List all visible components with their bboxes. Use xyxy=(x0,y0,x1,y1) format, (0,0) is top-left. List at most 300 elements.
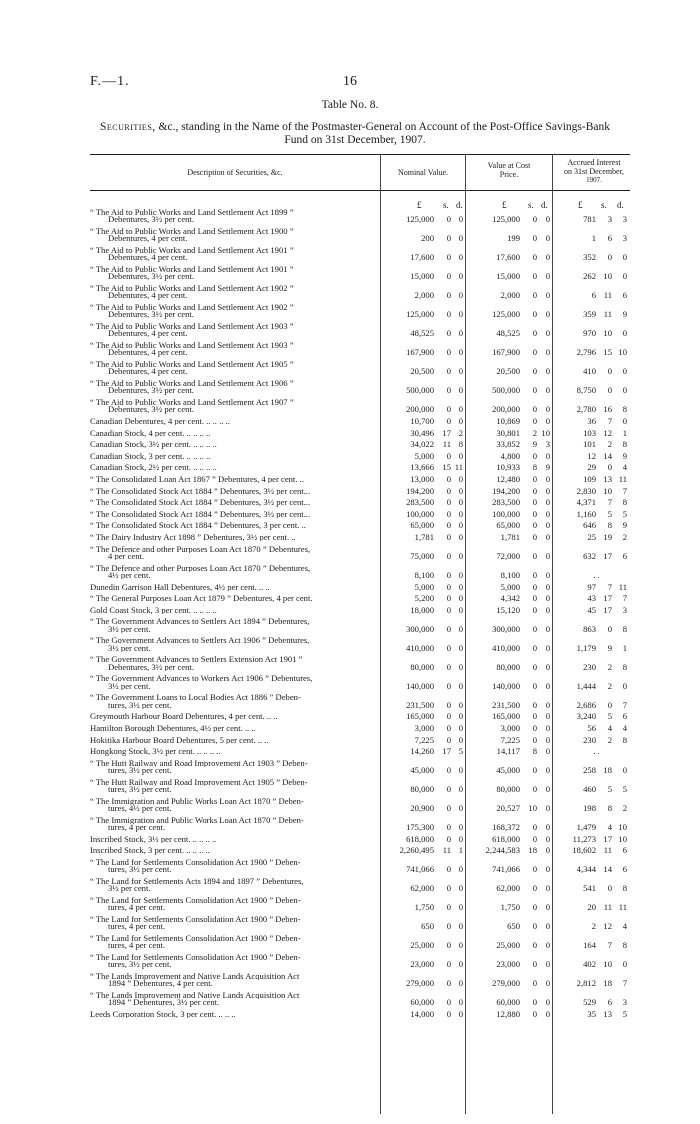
accrued-header-line: 1907. xyxy=(586,176,602,184)
security-description xyxy=(90,361,380,376)
description-continuation: Debentures, 3½ per cent. xyxy=(108,406,194,414)
accrued-pence: 9 xyxy=(622,309,627,320)
security-description xyxy=(90,441,380,448)
cost-pence: 0 xyxy=(545,271,550,282)
unit-pence: d. xyxy=(456,200,463,210)
cost-pounds: 500,000 xyxy=(492,385,520,396)
nominal-pence: 0 xyxy=(458,347,463,358)
accrued-shillings: 11 xyxy=(603,902,612,913)
nominal-pounds: 34,022 xyxy=(410,439,434,450)
description-line: Hokitika Harbour Board Debentures, 5 per cent. .. .. xyxy=(90,736,269,744)
accrued-pence: 1 xyxy=(622,642,627,653)
security-description xyxy=(90,380,380,395)
description-line: “ The Aid to Public Works and Land Settlement Act 1905 ” xyxy=(90,361,294,369)
security-description xyxy=(90,916,380,931)
description-continuation: tures, 3½ per cent. xyxy=(108,961,172,969)
nominal-pounds: 500,000 xyxy=(406,385,434,396)
description-line: “ The Consolidated Stock Act 1884 ” Debentures, 3½ per cent... xyxy=(90,499,311,507)
nominal-pounds: 5,000 xyxy=(414,581,434,592)
accrued-pounds: 1,160 xyxy=(576,508,596,519)
nominal-shillings: 0 xyxy=(446,997,451,1008)
unit-shilling: s. xyxy=(528,200,534,210)
accrued-shillings: 9 xyxy=(607,642,612,653)
description-continuation: tures, 3½ per cent. xyxy=(108,786,172,794)
security-description xyxy=(90,342,380,357)
nominal-shillings: 0 xyxy=(446,902,451,913)
description-line: “ The Defence and other Purposes Loan Act 1870 ” Debentures, xyxy=(90,564,311,572)
accrued-shillings: 13 xyxy=(603,1008,612,1019)
security-description xyxy=(90,430,380,437)
cost-pounds: 62,000 xyxy=(496,883,520,894)
cost-pounds: 65,000 xyxy=(496,520,520,531)
accrued-shillings: 8 xyxy=(607,520,612,531)
cost-pence: 0 xyxy=(545,746,550,757)
nominal-shillings: 0 xyxy=(446,531,451,542)
security-description xyxy=(90,798,380,813)
description-continuation: tures, 4 per cent. xyxy=(108,824,166,832)
description-line: “ The Aid to Public Works and Land Settlement Act 1900 ” xyxy=(90,228,294,236)
description-continuation: Debentures, 4 per cent. xyxy=(108,368,188,376)
description-continuation: tures, 4 per cent. xyxy=(108,904,166,912)
accrued-pounds: 359 xyxy=(583,309,596,320)
accrued-pence: 3 xyxy=(622,604,627,615)
security-description xyxy=(90,760,380,775)
nominal-pounds: 30,496 xyxy=(410,427,434,438)
nominal-pounds: 15,000 xyxy=(410,271,434,282)
security-description xyxy=(90,228,380,243)
accrued-pence: 10 xyxy=(618,822,627,833)
security-description xyxy=(90,1011,380,1018)
accrued-shillings: 14 xyxy=(603,450,612,461)
cost-pounds: 283,500 xyxy=(492,497,520,508)
nominal-pence: 0 xyxy=(458,309,463,320)
cost-shillings: 0 xyxy=(532,642,537,653)
nominal-pounds: 65,000 xyxy=(410,520,434,531)
description-continuation: 3½ per cent. xyxy=(108,682,151,691)
cost-shillings: 0 xyxy=(532,784,537,795)
accrued-pounds: 410 xyxy=(583,366,596,377)
nominal-shillings: 0 xyxy=(446,581,451,592)
cost-shillings: 0 xyxy=(532,309,537,320)
description-line: “ The Consolidated Stock Act 1884 ” Debentures, 3½ per cent... xyxy=(90,487,311,495)
nominal-pence: 0 xyxy=(458,252,463,263)
cost-pence: 0 xyxy=(545,366,550,377)
accrued-value-nil: . . xyxy=(593,746,600,757)
accrued-pounds: 1,444 xyxy=(576,680,596,691)
cost-pence: 0 xyxy=(545,711,550,722)
accrued-shillings: 0 xyxy=(607,252,612,263)
accrued-pence: 0 xyxy=(622,765,627,776)
nominal-shillings: 0 xyxy=(446,784,451,795)
nominal-shillings: 0 xyxy=(446,864,451,875)
document-reference: F.—1. xyxy=(90,74,130,89)
table-row xyxy=(0,847,700,859)
cost-pounds: 33,852 xyxy=(496,439,520,450)
cost-pounds: 165,000 xyxy=(492,711,520,722)
nominal-shillings: 0 xyxy=(446,803,451,814)
cost-shillings: 0 xyxy=(532,416,537,426)
description-line: “ The Aid to Public Works and Land Settlement Act 1907 ” xyxy=(90,399,294,407)
accrued-shillings: 5 xyxy=(607,508,612,519)
accrued-pence: 8 xyxy=(622,497,627,508)
cost-pence: 0 xyxy=(545,485,550,496)
table-row xyxy=(0,380,700,399)
security-description xyxy=(90,878,380,893)
security-description xyxy=(90,737,380,744)
nominal-shillings: 0 xyxy=(446,233,451,244)
column-header-cost xyxy=(466,161,552,179)
accrued-shillings: 7 xyxy=(607,497,612,508)
description-line: Gold Coast Stock, 3 per cent. .. .. .. .. xyxy=(90,606,217,615)
description-line: “ The Aid to Public Works and Land Settlement Act 1901 ” xyxy=(90,247,294,255)
nominal-shillings: 0 xyxy=(446,309,451,320)
nominal-pounds: 18,000 xyxy=(410,604,434,615)
nominal-shillings: 0 xyxy=(446,497,451,508)
accrued-shillings: 10 xyxy=(603,485,612,496)
nominal-pence: 0 xyxy=(458,271,463,282)
nominal-pounds: 14,260 xyxy=(410,746,434,757)
cost-pence: 9 xyxy=(545,462,550,473)
accrued-pence: 0 xyxy=(622,385,627,396)
nominal-shillings: 0 xyxy=(446,366,451,377)
nominal-pounds: 80,000 xyxy=(410,661,434,672)
security-description xyxy=(90,209,380,224)
accrued-shillings: 11 xyxy=(603,290,612,301)
description-line: “ The Government Advances to Workers Act 1906 ” Debentures, xyxy=(90,675,313,683)
cost-pence: 0 xyxy=(545,784,550,795)
cost-pounds: 618,000 xyxy=(492,833,520,844)
description-line: “ The Land for Settlements Consolidation Act 1900 ” Deben- xyxy=(90,896,301,905)
cost-pence: 0 xyxy=(545,214,550,225)
nominal-pounds: 1,781 xyxy=(414,531,434,542)
accrued-pence: 0 xyxy=(622,252,627,263)
cost-pence: 0 xyxy=(545,940,550,951)
unit-shilling: s. xyxy=(443,200,449,210)
cost-pounds: 2,000 xyxy=(500,290,520,301)
description-line: Dunedin Garrison Hall Debentures, 4½ per cent. .. .. xyxy=(90,583,270,591)
description-line: “ The Hutt Railway and Road Improvement Act 1903 ” Deben- xyxy=(90,759,308,768)
nominal-pence: 0 xyxy=(458,997,463,1008)
nominal-pence: 0 xyxy=(458,699,463,710)
nominal-shillings: 0 xyxy=(446,921,451,932)
accrued-shillings: 2 xyxy=(607,439,612,450)
cost-shillings: 10 xyxy=(528,803,537,814)
nominal-pence: 0 xyxy=(458,473,463,484)
nominal-shillings: 0 xyxy=(446,604,451,615)
nominal-pence: 0 xyxy=(458,959,463,970)
nominal-shillings: 0 xyxy=(446,593,451,604)
description-line: Leeds Corporation Stock, 3 per cent. .. .. .. xyxy=(90,1010,236,1019)
nominal-pence: 0 xyxy=(458,593,463,604)
cost-shillings: 0 xyxy=(532,833,537,844)
accrued-pence: 11 xyxy=(618,581,627,592)
accrued-pence: 8 xyxy=(622,404,627,415)
description-continuation: Debentures, 3½ per cent. xyxy=(108,216,194,224)
table-row xyxy=(0,546,700,565)
description-line: “ The Lands Improvement and Native Lands Acquisition Act xyxy=(90,991,300,1000)
nominal-shillings: 0 xyxy=(446,642,451,653)
accrued-pence: 6 xyxy=(622,845,627,856)
security-description xyxy=(90,675,380,690)
description-continuation: Debentures, 4 per cent. xyxy=(108,254,188,262)
cost-shillings: 0 xyxy=(532,623,537,634)
nominal-shillings: 0 xyxy=(446,661,451,672)
nominal-shillings: 0 xyxy=(446,385,451,396)
security-description xyxy=(90,247,380,262)
accrued-shillings: 12 xyxy=(603,427,612,438)
nominal-pounds: 7,225 xyxy=(414,734,434,745)
nominal-pence: 0 xyxy=(458,404,463,415)
description-line: “ The Aid to Public Works and Land Settlement Act 1902 ” xyxy=(90,285,294,293)
nominal-pounds: 410,000 xyxy=(406,642,434,653)
description-continuation: 4½ per cent. xyxy=(108,571,151,580)
cost-pounds: 15,120 xyxy=(496,604,520,615)
accrued-shillings: 2 xyxy=(607,661,612,672)
cost-pounds: 100,000 xyxy=(492,508,520,519)
cost-shillings: 0 xyxy=(532,902,537,913)
nominal-pence: 5 xyxy=(458,746,463,757)
table-row xyxy=(0,817,700,836)
table-row xyxy=(0,675,700,694)
security-description xyxy=(90,779,380,794)
accrued-pence: 7 xyxy=(622,593,627,604)
description-line: Canadian Debentures, 4 per cent. .. .. .. .. xyxy=(90,418,230,426)
description-continuation: tures, 4 per cent. xyxy=(108,942,166,950)
cost-pounds: 4,800 xyxy=(500,450,520,461)
caption-text: &c., standing in the Name of the Postmaster-General on Account of the Post-Office Savings-Bank Fund on 31st December, 1907. xyxy=(158,121,611,146)
accrued-pence: 0 xyxy=(622,366,627,377)
description-continuation: tures, 3½ per cent. xyxy=(108,701,172,710)
nominal-pounds: 125,000 xyxy=(406,309,434,320)
nominal-pence: 0 xyxy=(458,883,463,894)
cost-pounds: 200,000 xyxy=(492,404,520,415)
accrued-shillings: 7 xyxy=(607,940,612,951)
nominal-pence: 0 xyxy=(458,450,463,461)
nominal-shillings: 0 xyxy=(446,347,451,358)
nominal-pounds: 175,300 xyxy=(406,822,434,833)
accrued-pence: 4 xyxy=(622,462,627,473)
cost-shillings: 0 xyxy=(532,722,537,733)
accrued-pounds: 20 xyxy=(587,902,596,913)
header-bottom-rule xyxy=(90,190,630,191)
nominal-pence: 0 xyxy=(458,1008,463,1019)
table-row xyxy=(0,760,700,779)
nominal-pence: 0 xyxy=(458,328,463,339)
nominal-pence: 2 xyxy=(458,427,463,438)
cost-pence: 0 xyxy=(545,385,550,396)
nominal-pounds: 165,000 xyxy=(406,711,434,722)
nominal-pounds: 283,500 xyxy=(406,497,434,508)
cost-pence: 0 xyxy=(545,921,550,932)
accrued-pence: 9 xyxy=(622,520,627,531)
accrued-shillings: 17 xyxy=(603,604,612,615)
cost-shillings: 0 xyxy=(532,366,537,377)
accrued-header-line: on 31st December, xyxy=(564,167,624,176)
security-description xyxy=(90,595,380,602)
accrued-pence: 5 xyxy=(622,508,627,519)
cost-shillings: 0 xyxy=(532,233,537,244)
cost-pounds: 23,000 xyxy=(496,959,520,970)
table-row xyxy=(0,779,700,798)
security-description xyxy=(90,418,380,425)
table-row xyxy=(0,228,700,247)
securities-table-body xyxy=(0,209,700,1022)
security-description xyxy=(90,511,380,518)
accrued-pence: 9 xyxy=(622,450,627,461)
cost-pounds: 650 xyxy=(507,921,520,932)
nominal-shillings: 0 xyxy=(446,722,451,733)
description-continuation: Debentures, 4 per cent. xyxy=(108,292,188,300)
nominal-pence: 0 xyxy=(458,642,463,653)
security-description xyxy=(90,399,380,414)
cost-pence: 0 xyxy=(545,822,550,833)
security-description xyxy=(90,565,380,580)
cost-pence: 0 xyxy=(545,734,550,745)
accrued-pounds: 29 xyxy=(587,462,596,473)
accrued-shillings: 19 xyxy=(603,531,612,542)
cost-pounds: 20,527 xyxy=(496,803,520,814)
nominal-pounds: 13,000 xyxy=(410,473,434,484)
description-continuation: tures, 4 per cent. xyxy=(108,923,166,931)
cost-shillings: 0 xyxy=(532,864,537,875)
nominal-shillings: 0 xyxy=(446,416,451,426)
nominal-shillings: 0 xyxy=(446,328,451,339)
nominal-pounds: 300,000 xyxy=(406,623,434,634)
accrued-pounds: 863 xyxy=(583,623,596,634)
nominal-pounds: 125,000 xyxy=(406,214,434,225)
description-continuation: 3½ per cent. xyxy=(108,885,151,893)
nominal-pence: 0 xyxy=(458,921,463,932)
cost-pounds: 12,480 xyxy=(496,473,520,484)
page-number: 16 xyxy=(343,74,357,89)
nominal-pence: 0 xyxy=(458,233,463,244)
nominal-shillings: 0 xyxy=(446,473,451,484)
accrued-pence: 7 xyxy=(622,978,627,989)
nominal-pence: 0 xyxy=(458,497,463,508)
description-line: “ The Government Advances to Settlers Extension Act 1901 ” xyxy=(90,656,303,664)
security-description xyxy=(90,725,380,732)
security-description xyxy=(90,992,380,1007)
cost-pounds: 5,000 xyxy=(500,581,520,592)
cost-shillings: 0 xyxy=(532,404,537,415)
security-description xyxy=(90,534,380,541)
accrued-shillings: 0 xyxy=(607,883,612,894)
cost-shillings: 0 xyxy=(532,940,537,951)
accrued-pounds: 970 xyxy=(583,328,596,339)
security-description xyxy=(90,817,380,832)
nominal-pence: 1 xyxy=(458,845,463,856)
cost-shillings: 0 xyxy=(532,531,537,542)
nominal-shillings: 0 xyxy=(446,450,451,461)
table-row xyxy=(0,1008,700,1023)
description-line: “ The General Purposes Loan Act 1879 ” Debentures, 4 per cent. xyxy=(90,595,313,603)
cost-pounds: 167,900 xyxy=(492,347,520,358)
accrued-shillings: 8 xyxy=(607,803,612,814)
cost-pence: 0 xyxy=(545,722,550,733)
column-header-description: Description of Securities, &c. xyxy=(187,168,283,177)
nominal-pounds: 5,200 xyxy=(414,593,434,604)
table-row xyxy=(0,748,700,760)
accrued-pence: 3 xyxy=(622,997,627,1008)
cost-shillings: 9 xyxy=(532,439,537,450)
nominal-pounds: 10,700 xyxy=(410,416,434,426)
accrued-shillings: 15 xyxy=(603,347,612,358)
nominal-shillings: 0 xyxy=(446,508,451,519)
accrued-shillings: 0 xyxy=(607,623,612,634)
cost-pence: 0 xyxy=(545,497,550,508)
accrued-shillings: 0 xyxy=(607,462,612,473)
accrued-pence: 10 xyxy=(618,347,627,358)
accrued-pence: 7 xyxy=(622,485,627,496)
cost-shillings: 0 xyxy=(532,822,537,833)
cost-pounds: 231,500 xyxy=(492,699,520,710)
cost-shillings: 0 xyxy=(532,997,537,1008)
nominal-shillings: 0 xyxy=(446,822,451,833)
nominal-pounds: 48,525 xyxy=(410,328,434,339)
cost-pounds: 45,000 xyxy=(496,765,520,776)
nominal-shillings: 0 xyxy=(446,734,451,745)
nominal-pounds: 1,750 xyxy=(414,902,434,913)
accrued-pounds: 35 xyxy=(587,1008,596,1019)
security-description xyxy=(90,637,380,652)
accrued-pounds: 4,344 xyxy=(576,864,596,875)
accrued-pounds: 3,240 xyxy=(576,711,596,722)
accrued-pounds: 8,750 xyxy=(576,385,596,396)
cost-pence: 0 xyxy=(545,508,550,519)
nominal-pence: 0 xyxy=(458,508,463,519)
accrued-pence: 6 xyxy=(622,864,627,875)
cost-shillings: 0 xyxy=(532,347,537,358)
accrued-shillings: 4 xyxy=(607,822,612,833)
cost-shillings: 0 xyxy=(532,508,537,519)
security-description xyxy=(90,304,380,319)
accrued-pounds: 1,479 xyxy=(576,822,596,833)
description-continuation: tures, 3½ per cent. xyxy=(108,866,172,874)
cost-pence: 0 xyxy=(545,531,550,542)
accrued-shillings: 18 xyxy=(603,765,612,776)
nominal-pounds: 14,000 xyxy=(410,1008,434,1019)
nominal-pounds: 13,666 xyxy=(410,462,434,473)
cost-pence: 0 xyxy=(545,803,550,814)
cost-pounds: 10,869 xyxy=(496,416,520,426)
unit-pound: £ xyxy=(502,200,507,210)
table-row xyxy=(0,361,700,380)
cost-shillings: 0 xyxy=(532,252,537,263)
nominal-pounds: 20,500 xyxy=(410,366,434,377)
description-continuation: Debentures, 3½ per cent. xyxy=(108,663,194,672)
nominal-pence: 0 xyxy=(458,604,463,615)
nominal-shillings: 0 xyxy=(446,765,451,776)
cost-pence: 0 xyxy=(545,883,550,894)
accrued-pounds: 2,686 xyxy=(576,699,596,710)
cost-pounds: 12,880 xyxy=(496,1008,520,1019)
security-description xyxy=(90,859,380,874)
cost-pence: 0 xyxy=(545,978,550,989)
accrued-pounds: 2 xyxy=(591,921,596,932)
cost-pounds: 741,066 xyxy=(492,864,520,875)
table-row xyxy=(0,798,700,817)
table-caption xyxy=(90,121,620,147)
accrued-pence: 8 xyxy=(622,661,627,672)
nominal-pence: 11 xyxy=(454,462,463,473)
accrued-pounds: 646 xyxy=(583,520,596,531)
accrued-pounds: 352 xyxy=(583,252,596,263)
accrued-pounds: 11,273 xyxy=(572,833,596,844)
security-description xyxy=(90,607,380,614)
cost-shillings: 0 xyxy=(532,328,537,339)
description-line: “ The Defence and other Purposes Loan Act 1870 ” Debentures, xyxy=(90,545,311,553)
cost-pence: 0 xyxy=(545,593,550,604)
